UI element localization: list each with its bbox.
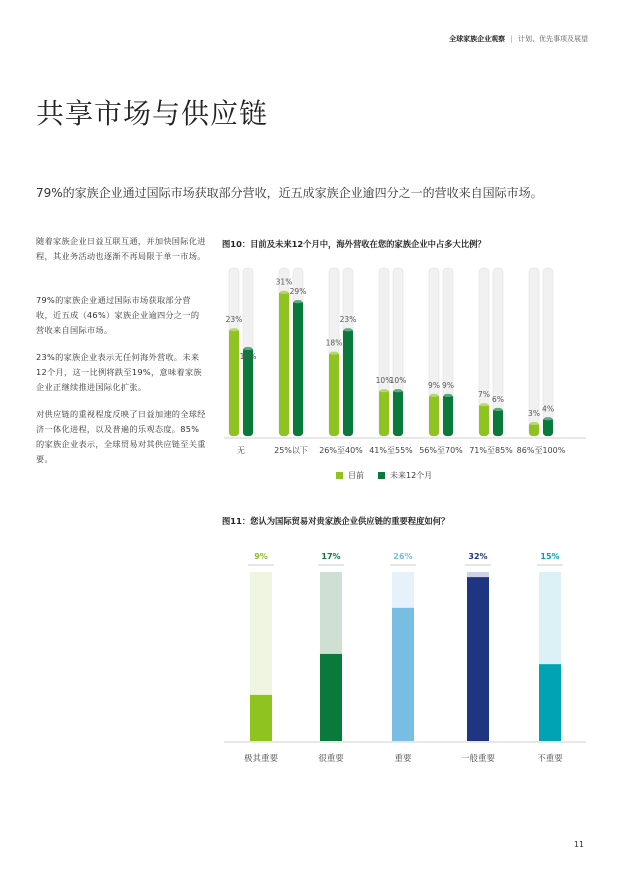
data-label: 23% <box>225 315 243 325</box>
data-label: 6% <box>492 394 504 404</box>
data-label: 3% <box>528 408 540 418</box>
bar <box>539 664 561 741</box>
data-label: 17% <box>321 552 341 561</box>
category-label: 不重要 <box>537 754 563 764</box>
bar <box>250 695 272 741</box>
data-label: 29% <box>289 287 307 297</box>
legend-label-next-12-months: 未来12个月 <box>390 471 433 480</box>
category-label: 71%至85% <box>469 446 513 455</box>
category-label: 重要 <box>394 754 412 764</box>
category-label: 一般重要 <box>460 754 496 764</box>
data-label: 9% <box>442 380 454 390</box>
data-label: 10% <box>389 376 407 386</box>
data-label: 31% <box>275 277 293 287</box>
category-label: 26%至40% <box>319 446 363 455</box>
figure-10-title: 图10：目前及未来12个月中，海外营收在您的家族企业中占多大比例？ <box>222 239 486 249</box>
bar <box>467 577 489 741</box>
data-label: 15% <box>540 552 560 561</box>
paragraph-2: 79%的家族企业通过国际市场获取部分营收，近五成（46%）家族企业逾四分之一的营收来自国际市场。 <box>36 295 200 335</box>
data-label: 19% <box>239 351 257 361</box>
header-section: 全球家族企业观察 <box>449 35 506 43</box>
bar <box>392 608 414 741</box>
category-label: 25%以下 <box>274 446 308 455</box>
paragraph-4: 对供应链的重视程度反映了日益加速的全球经济一体化进程，以及普遍的乐观态度。85%的家族企业表示，全球贸易对其供应链至关重要。 <box>36 409 206 464</box>
lead-sentence: 79%的家族企业通过国际市场获取部分营收，近五成家族企业逾四分之一的营收来自国际市场。 <box>36 186 543 200</box>
legend-label-current: 目前 <box>348 471 364 480</box>
paragraph-3: 23%的家族企业表示无任何海外营收。未来12个月，这一比例将跌至19%，意味着家族企业正继续推进国际化扩张。 <box>36 352 202 392</box>
category-label: 极其重要 <box>243 754 279 764</box>
header-subtitle: 计划、优先事项及展望 <box>518 35 588 43</box>
category-label: 41%至55% <box>369 446 413 455</box>
data-label: 26% <box>393 552 413 561</box>
category-label: 56%至70% <box>419 446 463 455</box>
data-label: 23% <box>339 315 357 325</box>
data-label: 9% <box>428 380 440 390</box>
data-label: 9% <box>254 552 268 561</box>
paragraph-1: 随着家族企业日益互联互通，并加快国际化进程，其业务活动也逐渐不再局限于单一市场。 <box>36 236 206 261</box>
data-label: 10% <box>375 376 393 386</box>
category-label: 无 <box>237 446 245 455</box>
data-label: 18% <box>325 338 343 348</box>
page-title: 共享市场与供应链 <box>36 97 269 130</box>
category-label: 86%至100% <box>516 446 566 455</box>
header-separator: | <box>510 35 513 43</box>
page-number: 11 <box>573 840 584 849</box>
data-label: 7% <box>478 390 490 400</box>
data-label: 32% <box>468 552 488 561</box>
bar <box>320 654 342 741</box>
category-label: 很重要 <box>318 754 344 764</box>
figure-11-title: 图11：您认为国际贸易对贵家族企业供应链的重要程度如何？ <box>222 516 450 526</box>
data-label: 4% <box>542 404 554 414</box>
